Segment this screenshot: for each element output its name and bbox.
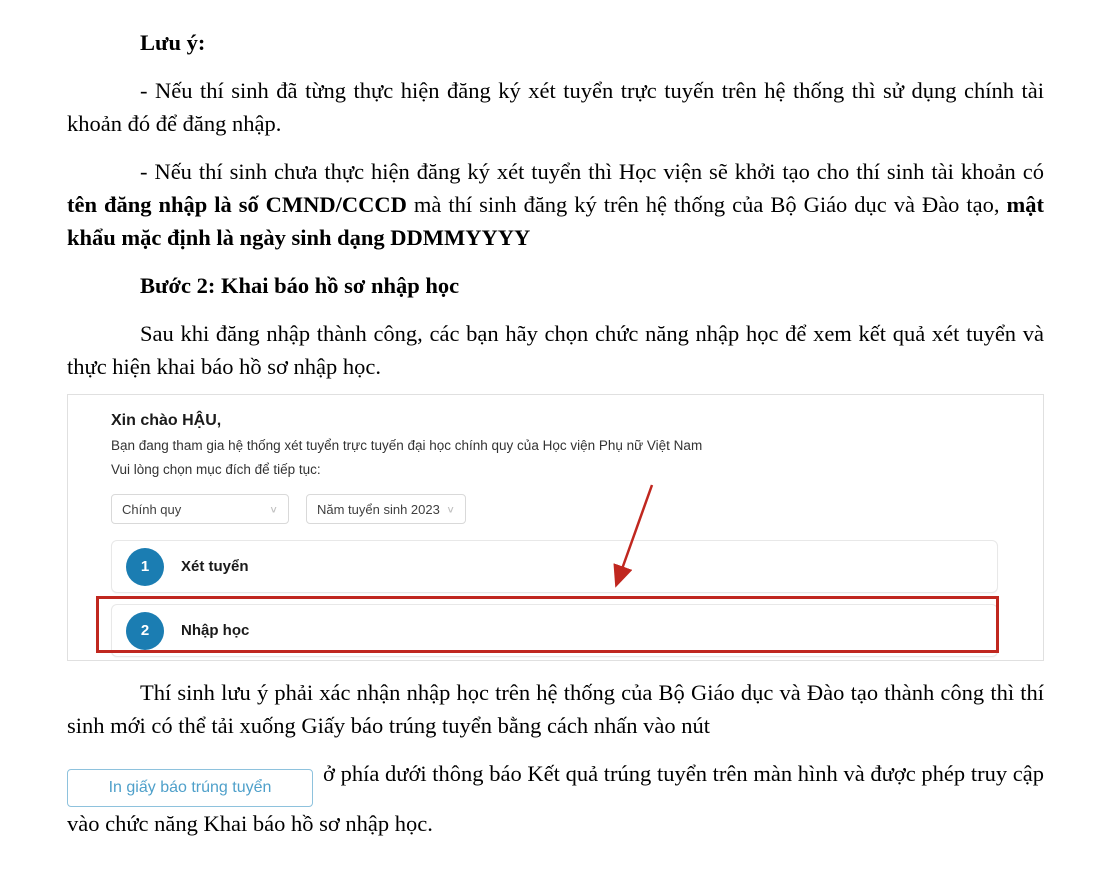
bold-password-note: mật khẩu mặc định là ngày sinh dạng DDMMYYYY — [67, 192, 1044, 250]
note-heading: Lưu ý: — [140, 30, 206, 55]
intro-text: Bạn đang tham gia hệ thống xét tuyển trực tuyến đại học chính quy của Học viện Phụ nữ Việt Nam — [111, 438, 703, 453]
paragraph-confirm-note: Thí sinh lưu ý phải xác nhận nhập học trên hệ thống của Bộ Giáo dục và Đào tạo thành công thì thí sinh mới có thể tải xuống Giấy báo trúng tuyển bằng cách nhấn vào nút — [67, 680, 1044, 738]
prompt-text: Vui lòng chọn mục đích để tiếp tục: — [111, 462, 321, 477]
paragraph-login-existing: - Nếu thí sinh đã từng thực hiện đăng ký xét tuyển trực tuyến trên hệ thống thì sử dụng chính tài khoản đó để đăng nhập. — [67, 78, 1044, 136]
option-label: Xét tuyển — [181, 558, 249, 575]
print-admission-letter-button[interactable]: In giấy báo trúng tuyển — [67, 769, 313, 807]
greeting-text: Xin chào HẬU, — [111, 412, 222, 429]
paragraph-text: - Nếu thí sinh chưa thực hiện đăng ký xét tuyển thì Học viện sẽ khởi tạo cho thí sinh tài khoản có — [140, 159, 1044, 184]
step-number-badge: 1 — [126, 548, 164, 586]
dropdown-value: Chính quy — [122, 501, 182, 517]
option-xet-tuyen[interactable] — [111, 540, 998, 593]
option-label: Nhập học — [181, 622, 250, 639]
paragraph-text: ở phía dưới thông báo Kết quả trúng tuyển trên màn hình và được phép truy cập vào chức năng Khai báo hồ sơ nhập học. — [67, 761, 1044, 836]
chevron-down-icon: ∨ — [446, 503, 455, 515]
embedded-screenshot — [67, 394, 1044, 661]
paragraph-text: mà thí sinh đăng ký trên hệ thống của Bộ Giáo dục và Đào tạo, — [406, 192, 1007, 217]
step-number-badge: 2 — [126, 612, 164, 650]
paragraph-print-note — [67, 757, 1044, 840]
chevron-down-icon: ∨ — [269, 503, 278, 515]
document-body — [67, 26, 1044, 840]
dropdown-value: Năm tuyển sinh 2023 — [317, 501, 440, 517]
option-nhap-hoc[interactable] — [111, 604, 998, 657]
paragraph-after-login: Sau khi đăng nhập thành công, các bạn hãy chọn chức năng nhập học để xem kết quả xét tuyển và thực hiện khai báo hồ sơ nhập học. — [67, 321, 1044, 379]
dropdown-program-type[interactable] — [111, 494, 289, 524]
bold-username-note: tên đăng nhập là số CMND/CCCD — [67, 192, 407, 217]
step2-heading: Bước 2: Khai báo hồ sơ nhập học — [140, 273, 460, 298]
paragraph-login-new — [67, 155, 1044, 254]
dropdown-admission-year[interactable] — [306, 494, 466, 524]
